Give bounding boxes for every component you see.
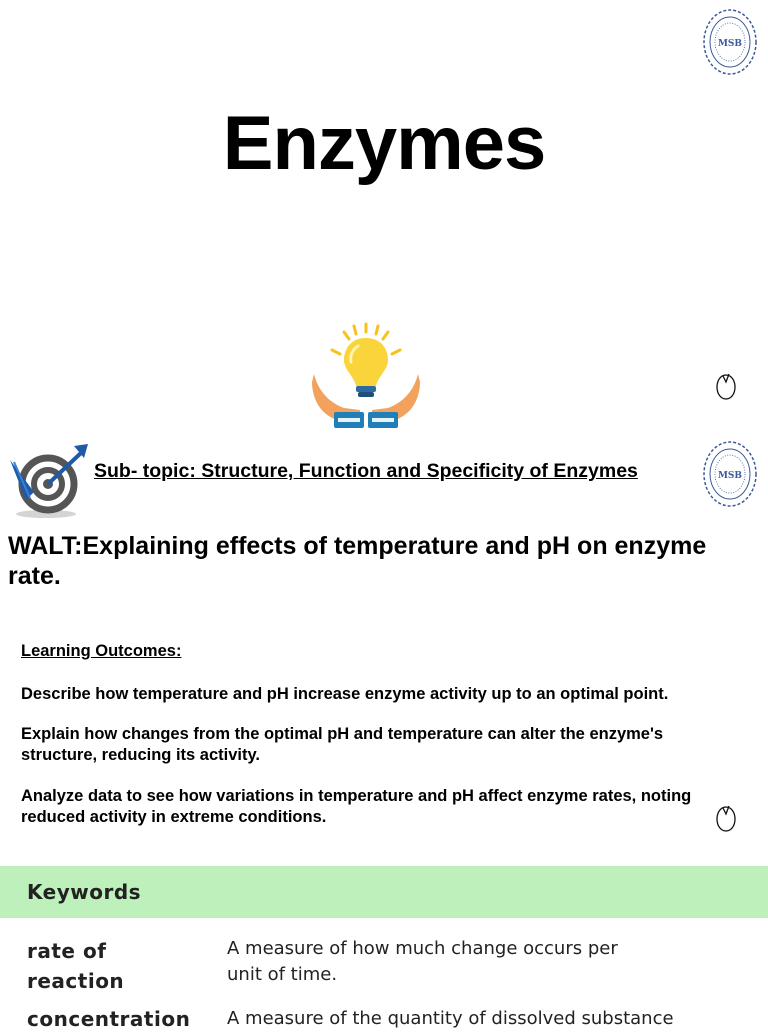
lightbulb-hands-icon <box>308 320 424 432</box>
walt-statement: WALT:Explaining effects of temperature and pH on enzyme rate. <box>8 532 707 590</box>
msb-seal-logo <box>702 8 758 76</box>
keyword-term: concentration <box>27 1007 191 1031</box>
title-slide <box>0 0 768 430</box>
learning-outcome-item: Explain how changes from the optimal pH and temperature can alter the enzyme's structure, reducing its activity. <box>21 725 664 764</box>
slide-title: Enzymes <box>222 101 546 186</box>
keyword-definition: A measure of the quantity of dissolved substance <box>227 1008 674 1029</box>
learning-outcomes-heading: Learning Outcomes: <box>21 642 182 660</box>
learning-outcome-item: Describe how temperature and pH increase enzyme activity up to an optimal point. <box>21 685 669 703</box>
msb-seal-logo <box>702 440 758 508</box>
objectives-slide <box>0 432 768 864</box>
target-arrow-icon <box>4 440 92 520</box>
cursor-hand-icon <box>714 804 738 834</box>
learning-outcome-item: Analyze data to see how variations in temperature and pH affect enzyme rates, noting reduced activity in extreme conditions. <box>21 787 692 826</box>
subtopic-heading: Sub- topic: Structure, Function and Specificity of Enzymes <box>94 460 638 482</box>
cursor-hand-icon <box>714 372 738 402</box>
keyword-definition: A measure of how much change occurs per unit of time. <box>227 938 618 985</box>
keywords-heading: Keywords <box>27 880 142 904</box>
svg-text:MSB: MSB <box>717 39 743 49</box>
svg-text:MSB: MSB <box>717 471 743 481</box>
keywords-header-bar <box>0 866 768 918</box>
keywords-slide <box>0 866 768 1031</box>
keyword-term: rate of reaction <box>27 939 125 993</box>
